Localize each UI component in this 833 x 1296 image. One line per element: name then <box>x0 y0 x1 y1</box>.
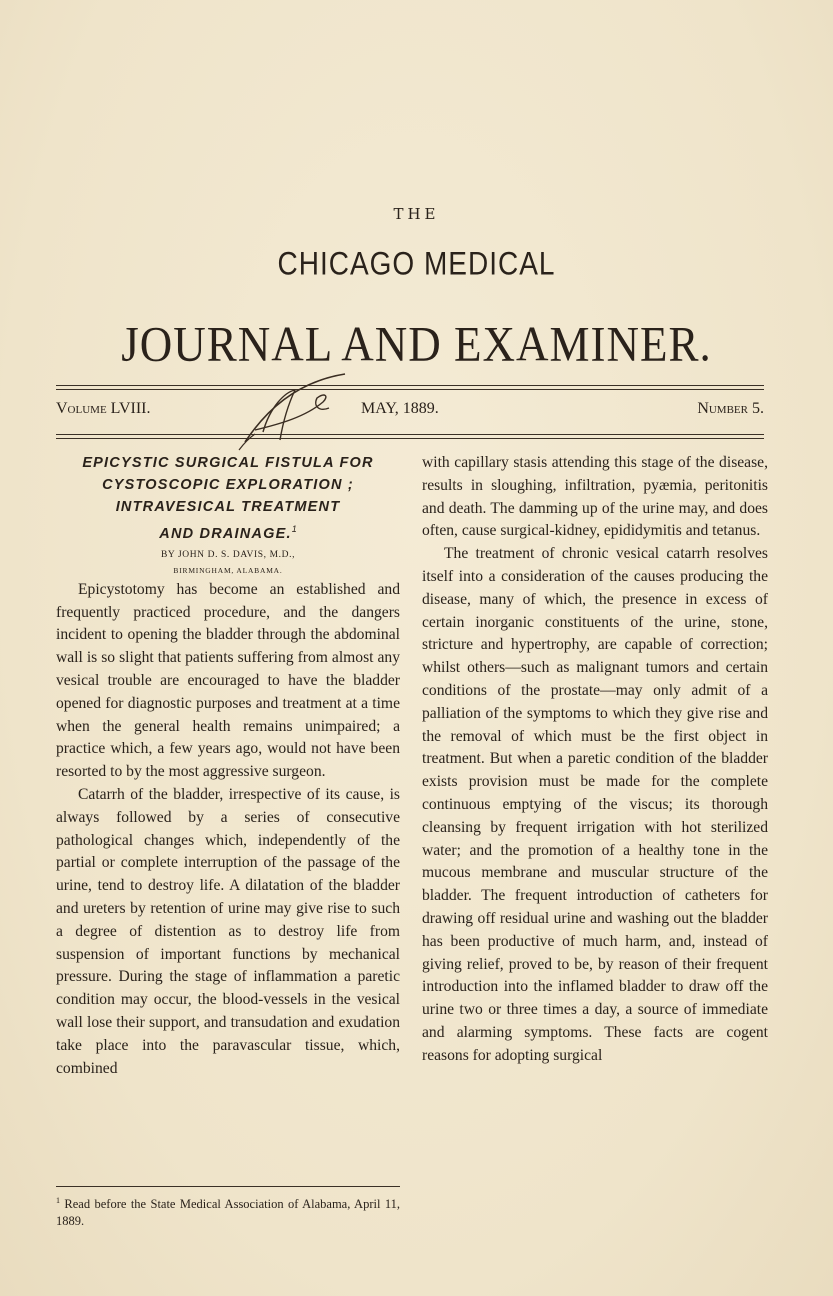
masthead-the: THE <box>393 205 440 223</box>
article-title-line <box>56 518 400 545</box>
masthead-line-2: JOURNAL AND EXAMINER. <box>121 316 712 372</box>
article-title <box>56 452 400 545</box>
article-title-text: AND DRAINAGE. <box>159 525 292 542</box>
footnote-text: Read before the State Medical Association of Alabama, April 11, 1889. <box>56 1197 400 1229</box>
footnote-rule <box>56 1186 400 1187</box>
left-column <box>56 452 400 1080</box>
issue-date: MAY, 1889. <box>361 400 439 417</box>
handwritten-signature-mark <box>225 372 355 452</box>
header-rule-top-inner <box>56 389 764 390</box>
article-title-line: EPICYSTIC SURGICAL FISTULA FOR <box>82 455 374 471</box>
article-title-line: CYSTOSCOPIC EXPLORATION ; <box>102 477 354 493</box>
issue-line <box>56 400 764 422</box>
footnote-reference-mark: 1 <box>291 524 297 534</box>
header-rule-bottom <box>56 434 764 435</box>
body-paragraph: Epicystotomy has become an established and frequently practiced procedure, and the dangers incident to opening the bladder through the abdominal wall is so slight that patients suffering from almost any vesical trouble are encouraged to have the bladder opened for diagnostic purposes and treatment at a time when the general health remains unimpaired; a practice which, a few years ago, would not have been resorted to by the most aggressive surgeon. <box>56 580 400 781</box>
footnote <box>56 1192 400 1230</box>
article-title-line: INTRAVESICAL TREATMENT <box>115 499 341 515</box>
masthead-line-1: CHICAGO MEDICAL <box>277 245 556 282</box>
footnote-mark: 1 <box>56 1196 60 1205</box>
author-byline: BY JOHN D. S. DAVIS, M.D., <box>160 549 296 560</box>
body-paragraph-continued: with capillary stasis attending this stage of the disease, results in sloughing, infiltration, pyæmia, peritonitis and death. The damming up of the urine may, and does often, cause surgical-kidney, epididymitis and tetanus. <box>422 454 768 540</box>
body-paragraph: Catarrh of the bladder, irrespective of its cause, is always followed by a series of consecutive pathological changes which, independently of the partial or complete interruption of the passage of the urine, tend to destroy life. A dilatation of the bladder and ureters by retention of urine may give rise to such a degree of distention as to destroy life from suspension of important functions by mechanical pressure. During the stage of inflammation a paretic condition may occur, the blood-vessels in the vesical wall lose their support, and transudation and exudation take place into the paravascular tissue, which, combined <box>56 786 400 1077</box>
volume-label: Volume LVIII. <box>56 400 151 417</box>
right-column <box>422 452 768 1068</box>
header-rule-top <box>56 385 764 386</box>
issue-number: Number 5. <box>697 400 764 417</box>
body-paragraph: The treatment of chronic vesical catarrh resolves itself into a consideration of the causes producing the disease, many of which, the presence in excess of certain inorganic constituents of the urine, stone, stricture and hypertrophy, are capable of correction; whilst others—such as malignant tumors and certain conditions of the prostate—may only admit of a palliation of the symptoms to which they give rise and the removal of which must be the first object in treatment. But when a paretic condition of the bladder exists provision must be made for the complete continuous emptying of the viscus; its thorough cleansing by frequent irrigation with hot sterilized water; and the promotion of a healthy tone in the mucous membrane and muscular structure of the bladder. The frequent introduction of catheters for drawing off residual urine and washing out the bladder has been productive of much harm, and, instead of giving relief, proved to be, by reason of their frequent introduction into the inflamed bladder to draw off the urine two or three times a day, a source of immediate and alarming symptoms. These facts are cogent reasons for adopting surgical <box>422 545 768 1064</box>
author-location: BIRMINGHAM, ALABAMA. <box>173 565 283 575</box>
header-rule-bottom-inner <box>56 438 764 439</box>
